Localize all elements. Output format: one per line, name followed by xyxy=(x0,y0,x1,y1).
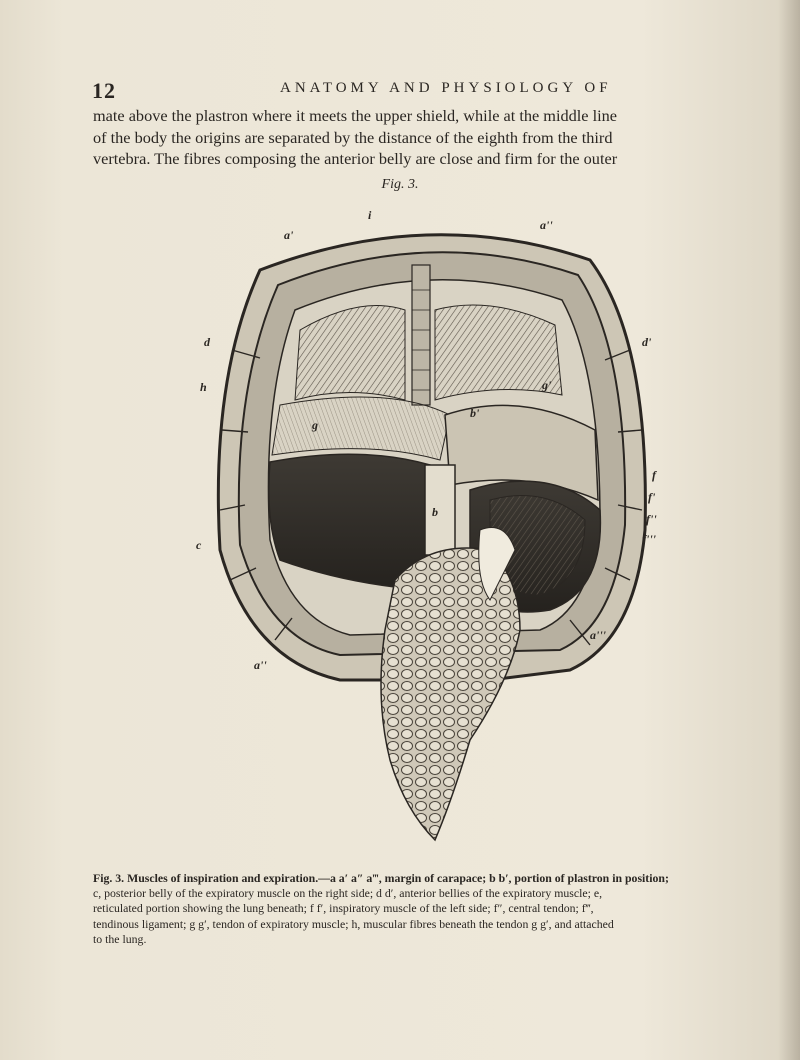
body-line: vertebra. The fibres composing the anterior belly are close and firm for the outer xyxy=(93,149,618,168)
turtle-dissection-illustration xyxy=(190,200,670,860)
figure-caption xyxy=(93,871,718,947)
label-g-left: g xyxy=(312,418,318,432)
page-number: 12 xyxy=(92,78,116,103)
anatomical-figure xyxy=(190,200,670,860)
running-head: ANATOMY AND PHYSIOLOGY OF xyxy=(280,80,612,96)
body-line: of the body the origins are separated by the distance of the eighth from the third xyxy=(93,127,613,147)
caption-line xyxy=(93,871,718,886)
label-f1: f xyxy=(652,468,656,482)
label-g-right: g' xyxy=(542,378,552,392)
label-h: h xyxy=(200,380,207,394)
caption-line: c, posterior belly of the expiratory muscle on the right side; d d′, anterior bellies of the expiratory muscle; e, xyxy=(93,886,603,901)
label-b-upper: b' xyxy=(470,406,480,420)
body-line: mate above the plastron where it meets the upper shield, while at the middle line xyxy=(93,106,618,125)
label-c: c xyxy=(196,538,202,552)
label-d-right: d' xyxy=(642,335,652,349)
caption-line: tendinous ligament; g g′, tendon of expiratory muscle; h, muscular fibres beneath the tendon g g′, and attached xyxy=(93,916,614,931)
label-a-bottom-left: a'' xyxy=(254,658,267,672)
caption-line: to the lung. xyxy=(93,931,147,946)
label-b-lower: b xyxy=(432,505,438,519)
label-a-bottom-right: a''' xyxy=(590,628,607,642)
body-paragraph xyxy=(93,105,733,170)
label-f3: f'' xyxy=(646,512,657,526)
label-a-top-right: a'' xyxy=(540,218,553,232)
label-f2: f' xyxy=(648,490,656,504)
figure-label: Fig. 3. xyxy=(381,177,419,192)
label-f4: f''' xyxy=(642,532,656,546)
label-d-left: d xyxy=(204,335,210,349)
page-edge-shadow xyxy=(778,0,800,1060)
label-a-top-left: a' xyxy=(284,228,294,242)
caption-figure-ref: Fig. 3. xyxy=(93,871,125,885)
caption-line: reticulated portion showing the lung beneath; f f′, inspiratory muscle of the left side; f″, central tendon; f‴, xyxy=(93,901,594,916)
label-i: i xyxy=(368,208,372,222)
caption-line-text: Muscles of inspiration and expiration.—a a′ a″ a‴, margin of carapace; b b′, portion of plastron in position; xyxy=(124,871,669,885)
